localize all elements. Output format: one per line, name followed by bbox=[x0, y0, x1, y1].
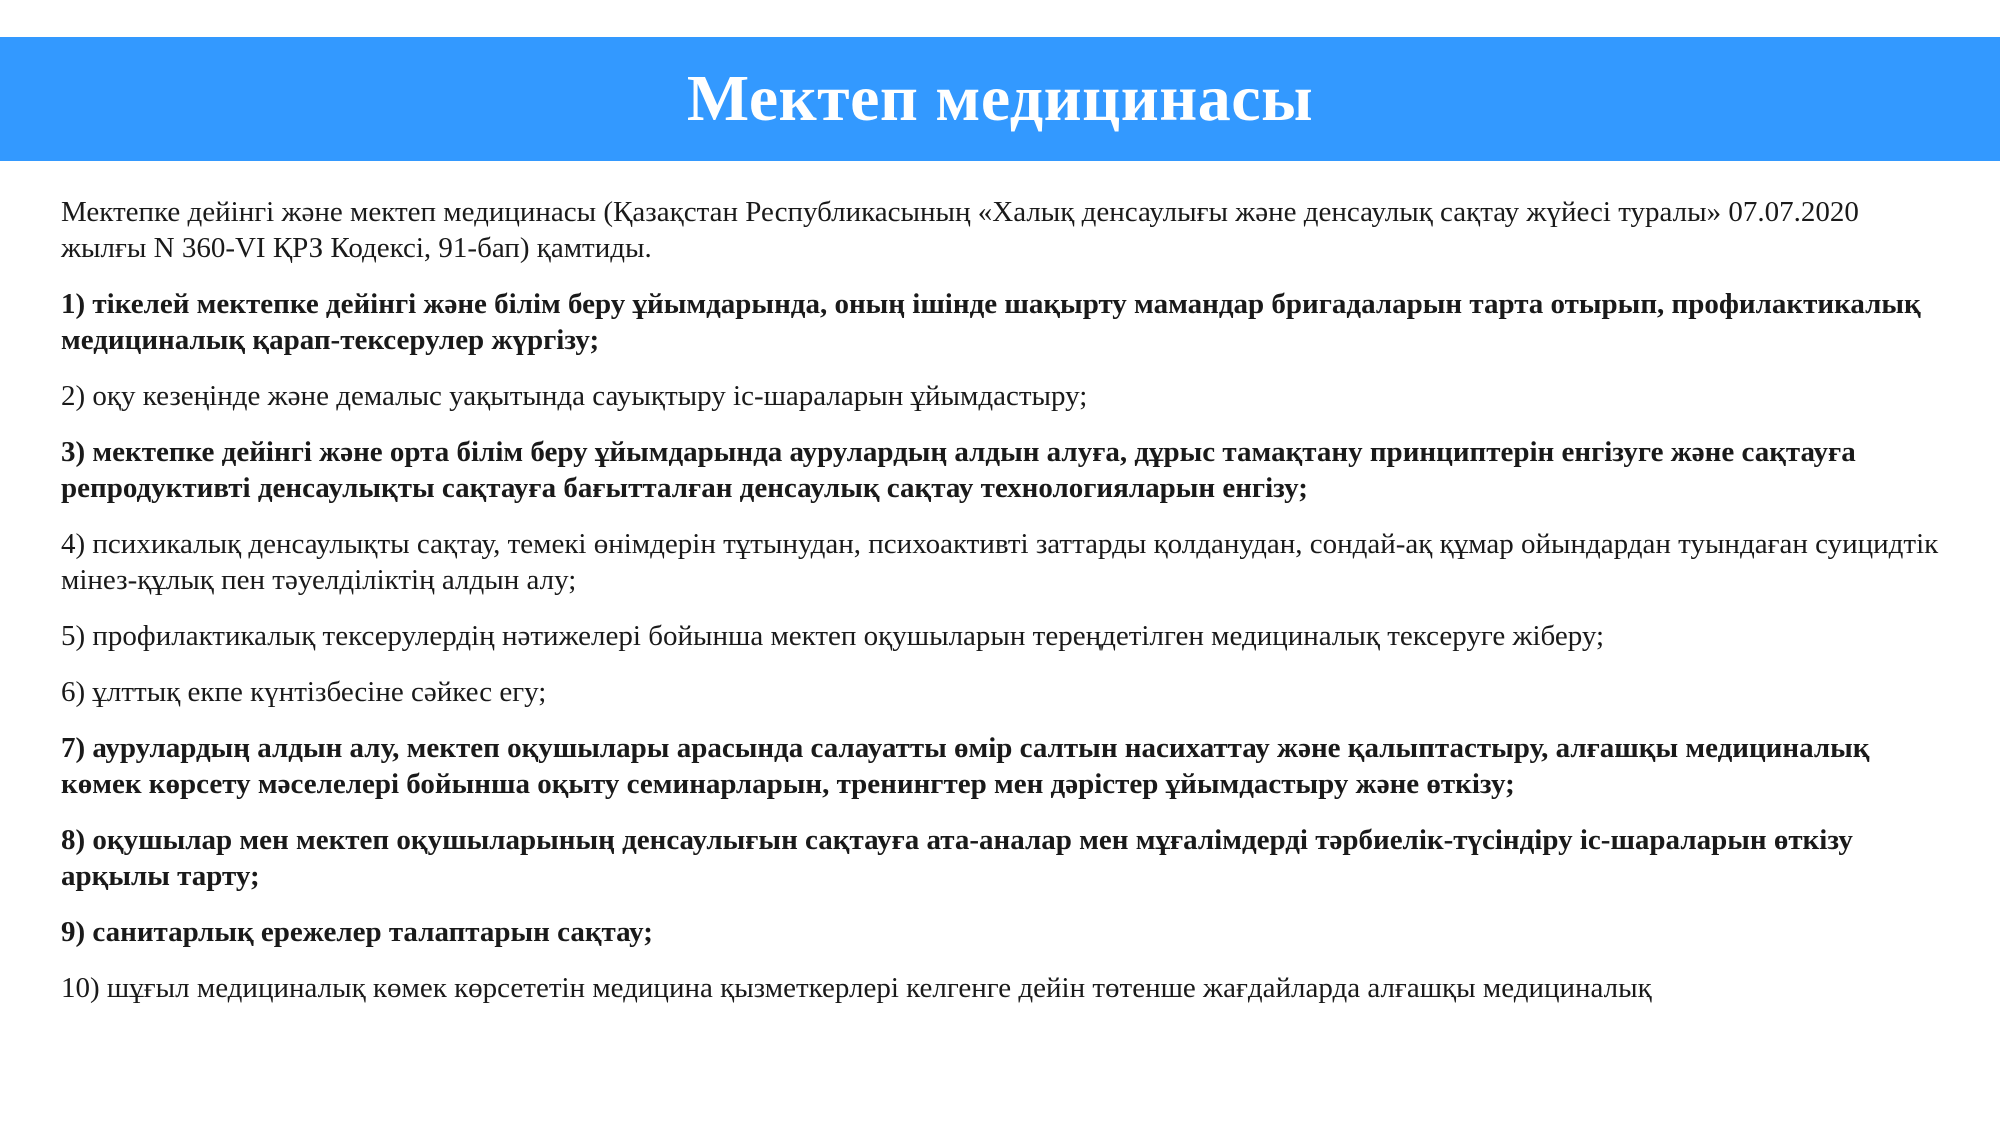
paragraph-item-5: 5) профилактикалық тексерулердің нәтижелері бойынша мектеп оқушыларын тереңдетілген медициналық тексеруге жіберу; bbox=[61, 620, 1605, 652]
paragraph-item-9: 9) санитарлық ережелер талаптарын сақтау; bbox=[61, 916, 653, 948]
title-bar bbox=[0, 37, 2000, 161]
slide-title: Мектеп медицинасы bbox=[686, 62, 1314, 135]
paragraph-item-7: 7) аурулардың алдын алу, мектеп оқушылары арасында салауатты өмір салтын насихаттау және қалыптастыру, алғашқы медициналық көмек көрсету мәселелері бойынша оқыту семинарларын, тренингтер мен дәрістер ұйымдастыру және өткізу; bbox=[61, 732, 1870, 800]
slide-content bbox=[61, 194, 1941, 1026]
paragraph-item-3: 3) мектепке дейінгі және орта білім беру ұйымдарында аурулардың алдын алуға, дұрыс тамақтану принциптерін енгізуге және сақтауға репродуктивті денсаулықты сақтауға бағытталған денсаулық сақтау технологияларын енгізу; bbox=[61, 436, 1856, 504]
paragraph-intro: Мектепке дейінгі және мектеп медицинасы (Қазақстан Республикасының «Халық денсаулығы және денсаулық сақтау жүйесі туралы» 07.07.2020 жылғы N 360-VI ҚРЗ Кодексі, 91-бап) қамтиды. bbox=[61, 196, 1859, 264]
paragraph-item-10: 10) шұғыл медициналық көмек көрсететін медицина қызметкерлері келгенге дейін төтенше жағдайларда алғашқы медициналық bbox=[61, 972, 1652, 1004]
paragraph-item-2: 2) оқу кезеңінде және демалыс уақытында сауықтыру іс-шараларын ұйымдастыру; bbox=[61, 380, 1088, 412]
paragraph-item-8: 8) оқушылар мен мектеп оқушыларының денсаулығын сақтауға ата-аналар мен мұғалімдерді тәрбиелік-түсіндіру іс-шараларын өткізу арқылы тарту; bbox=[61, 824, 1853, 892]
paragraph-item-6: 6) ұлттық екпе күнтізбесіне сәйкес егу; bbox=[61, 676, 547, 708]
paragraph-item-1: 1) тікелей мектепке дейінгі және білім беру ұйымдарында, оның ішінде шақырту мамандар бригадаларын тарта отырып, профилактикалық медициналық қарап-тексерулер жүргізу; bbox=[61, 288, 1921, 356]
paragraph-item-4: 4) психикалық денсаулықты сақтау, темекі өнімдерін тұтынудан, психоактивті заттарды қолданудан, сондай-ақ құмар ойындардан туындаған суицидтік мінез-құлық пен тәуелділіктің алдын алу; bbox=[61, 528, 1939, 596]
